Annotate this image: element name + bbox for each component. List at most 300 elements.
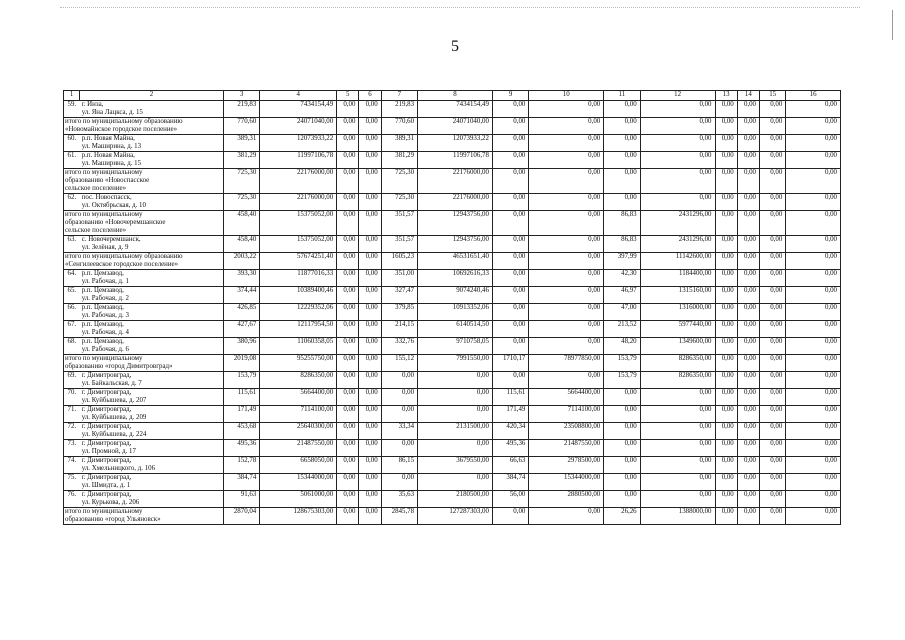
summary-label-line: итого по муниципальному образованию xyxy=(65,118,183,125)
value-cell: 0,00 xyxy=(786,338,841,355)
value-cell: 0,00 xyxy=(640,118,715,135)
value-cell: 0,00 xyxy=(737,338,759,355)
value-cell: 86,83 xyxy=(604,236,640,253)
value-cell: 0,00 xyxy=(715,440,737,457)
row-index: 72. xyxy=(64,423,80,440)
value-cell: 0,00 xyxy=(737,508,759,525)
value-cell: 0,00 xyxy=(640,423,715,440)
value-cell: 0,00 xyxy=(760,194,786,211)
value-cell: 35,63 xyxy=(381,491,417,508)
column-header: 14 xyxy=(737,91,759,101)
value-cell: 86,83 xyxy=(604,211,640,236)
value-cell: 22176000,00 xyxy=(260,169,337,194)
value-cell: 420,34 xyxy=(492,423,528,440)
row-index: 62. xyxy=(64,194,80,211)
value-cell: 7434154,49 xyxy=(260,101,337,118)
column-header: 12 xyxy=(640,91,715,101)
column-header: 10 xyxy=(529,91,604,101)
value-cell: 11877016,33 xyxy=(260,270,337,287)
address-cell xyxy=(80,440,224,457)
address-line: ул. Рабочая, д. 1 xyxy=(81,278,129,285)
address-cell xyxy=(80,135,224,152)
value-cell: 78977850,00 xyxy=(529,355,604,372)
column-header: 11 xyxy=(604,91,640,101)
value-cell: 0,00 xyxy=(492,135,528,152)
value-cell: 0,00 xyxy=(786,304,841,321)
value-cell: 0,00 xyxy=(337,304,359,321)
value-cell: 10389400,46 xyxy=(260,287,337,304)
value-cell: 0,00 xyxy=(737,253,759,270)
value-cell: 0,00 xyxy=(715,135,737,152)
value-cell: 379,85 xyxy=(381,304,417,321)
value-cell: 384,74 xyxy=(223,474,259,491)
address-line: ул. Рабочая, д. 6 xyxy=(81,346,129,353)
value-cell: 427,67 xyxy=(223,321,259,338)
value-cell: 0,00 xyxy=(381,406,417,423)
row-index: 59. xyxy=(64,101,80,118)
address-cell xyxy=(80,236,224,253)
value-cell: 0,00 xyxy=(786,406,841,423)
value-cell: 9710758,05 xyxy=(418,338,493,355)
value-cell: 2003,22 xyxy=(223,253,259,270)
value-cell: 7434154,49 xyxy=(418,101,493,118)
address-line: ул. Зелёная, д. 9 xyxy=(81,244,129,251)
value-cell: 725,30 xyxy=(223,194,259,211)
value-cell: 0,00 xyxy=(715,389,737,406)
value-cell: 0,00 xyxy=(737,321,759,338)
value-cell: 11142600,00 xyxy=(640,253,715,270)
table-row xyxy=(64,135,841,152)
value-cell: 5977440,00 xyxy=(640,321,715,338)
value-cell: 0,00 xyxy=(492,372,528,389)
value-cell: 0,00 xyxy=(786,211,841,236)
summary-label-line: образованию «Новоспасское xyxy=(65,177,150,184)
value-cell: 0,00 xyxy=(760,457,786,474)
value-cell: 56,00 xyxy=(492,491,528,508)
value-cell: 26,26 xyxy=(604,508,640,525)
row-index: 63. xyxy=(64,236,80,253)
value-cell: 0,00 xyxy=(337,491,359,508)
column-header: 9 xyxy=(492,91,528,101)
address-cell xyxy=(80,372,224,389)
column-header: 3 xyxy=(223,91,259,101)
table-row xyxy=(64,389,841,406)
row-index: 73. xyxy=(64,440,80,457)
value-cell: 0,00 xyxy=(737,194,759,211)
value-cell: 0,00 xyxy=(760,287,786,304)
value-cell: 0,00 xyxy=(760,152,786,169)
summary-label-line: итого по муниципальному xyxy=(65,355,143,362)
column-header: 7 xyxy=(381,91,417,101)
summary-label-line: итого по муниципальному образованию xyxy=(65,253,183,260)
summary-label xyxy=(64,118,224,135)
value-cell: 0,00 xyxy=(337,508,359,525)
value-cell: 380,96 xyxy=(223,338,259,355)
value-cell: 0,00 xyxy=(529,253,604,270)
value-cell: 0,00 xyxy=(737,101,759,118)
value-cell: 8286350,00 xyxy=(640,372,715,389)
value-cell: 0,00 xyxy=(715,118,737,135)
summary-label xyxy=(64,169,224,194)
table-row xyxy=(64,194,841,211)
value-cell: 0,00 xyxy=(786,355,841,372)
value-cell: 0,00 xyxy=(786,118,841,135)
value-cell: 213,52 xyxy=(604,321,640,338)
value-cell: 0,00 xyxy=(760,372,786,389)
summary-row xyxy=(64,508,841,525)
table-row xyxy=(64,491,841,508)
value-cell: 0,00 xyxy=(359,211,381,236)
value-cell: 0,00 xyxy=(604,474,640,491)
address-cell xyxy=(80,406,224,423)
value-cell: 11060358,05 xyxy=(260,338,337,355)
address-line: р.п. Цемзавод, xyxy=(81,338,124,345)
value-cell: 0,00 xyxy=(492,169,528,194)
value-cell: 48,20 xyxy=(604,338,640,355)
value-cell: 0,00 xyxy=(359,406,381,423)
value-cell: 0,00 xyxy=(604,423,640,440)
value-cell: 0,00 xyxy=(529,338,604,355)
value-cell: 0,00 xyxy=(715,457,737,474)
value-cell: 25640300,00 xyxy=(260,423,337,440)
value-cell: 0,00 xyxy=(760,474,786,491)
value-cell: 0,00 xyxy=(359,440,381,457)
address-line: г. Инза, xyxy=(81,101,104,108)
value-cell: 0,00 xyxy=(529,169,604,194)
value-cell: 0,00 xyxy=(715,194,737,211)
value-cell: 0,00 xyxy=(359,169,381,194)
value-cell: 1388000,00 xyxy=(640,508,715,525)
value-cell: 495,36 xyxy=(223,440,259,457)
address-cell xyxy=(80,152,224,169)
value-cell: 0,00 xyxy=(359,372,381,389)
table-row xyxy=(64,423,841,440)
value-cell: 0,00 xyxy=(529,211,604,236)
value-cell: 0,00 xyxy=(529,321,604,338)
value-cell: 0,00 xyxy=(492,118,528,135)
address-line: ул. Хмельницкого, д. 106 xyxy=(81,465,156,472)
value-cell: 0,00 xyxy=(760,423,786,440)
address-cell xyxy=(80,474,224,491)
value-cell: 127287303,00 xyxy=(418,508,493,525)
value-cell: 5664400,00 xyxy=(260,389,337,406)
value-cell: 0,00 xyxy=(337,321,359,338)
value-cell: 0,00 xyxy=(640,169,715,194)
value-cell: 770,60 xyxy=(381,118,417,135)
value-cell: 115,61 xyxy=(492,389,528,406)
row-index: 68. xyxy=(64,338,80,355)
value-cell: 24071040,00 xyxy=(260,118,337,135)
value-cell: 0,00 xyxy=(604,194,640,211)
value-cell: 8286350,00 xyxy=(260,372,337,389)
value-cell: 0,00 xyxy=(760,321,786,338)
value-cell: 0,00 xyxy=(337,169,359,194)
page-number: 5 xyxy=(451,38,459,55)
value-cell: 22176000,00 xyxy=(418,169,493,194)
summary-label-line: сельское поселение» xyxy=(65,185,127,192)
value-cell: 115,61 xyxy=(223,389,259,406)
table-row xyxy=(64,440,841,457)
value-cell: 0,00 xyxy=(337,372,359,389)
value-cell: 725,30 xyxy=(223,169,259,194)
value-cell: 0,00 xyxy=(529,304,604,321)
row-index: 67. xyxy=(64,321,80,338)
value-cell: 0,00 xyxy=(640,406,715,423)
value-cell: 12943756,00 xyxy=(418,236,493,253)
value-cell: 0,00 xyxy=(359,389,381,406)
summary-label xyxy=(64,211,224,236)
address-line: ул. Куйбышева, д. 209 xyxy=(81,414,147,421)
address-line: г. Димитровград, xyxy=(81,474,132,481)
value-cell: 0,00 xyxy=(786,389,841,406)
value-cell: 0,00 xyxy=(786,253,841,270)
value-cell: 153,79 xyxy=(604,372,640,389)
column-header: 5 xyxy=(337,91,359,101)
value-cell: 22176000,00 xyxy=(418,194,493,211)
value-cell: 15375052,00 xyxy=(260,236,337,253)
value-cell: 725,30 xyxy=(381,169,417,194)
value-cell: 0,00 xyxy=(359,355,381,372)
value-cell: 0,00 xyxy=(737,270,759,287)
value-cell: 0,00 xyxy=(418,406,493,423)
value-cell: 0,00 xyxy=(737,135,759,152)
value-cell: 0,00 xyxy=(760,508,786,525)
value-cell: 0,00 xyxy=(359,287,381,304)
value-cell: 7114100,00 xyxy=(260,406,337,423)
value-cell: 1349600,00 xyxy=(640,338,715,355)
table-row xyxy=(64,474,841,491)
value-cell: 0,00 xyxy=(715,169,737,194)
summary-row xyxy=(64,169,841,194)
value-cell: 0,00 xyxy=(760,211,786,236)
address-cell xyxy=(80,338,224,355)
address-line: г. Димитровград, xyxy=(81,440,132,447)
value-cell: 0,00 xyxy=(529,135,604,152)
value-cell: 0,00 xyxy=(715,304,737,321)
value-cell: 0,00 xyxy=(737,474,759,491)
value-cell: 0,00 xyxy=(492,101,528,118)
value-cell: 153,79 xyxy=(223,372,259,389)
address-line: с. Новочеремшанск, xyxy=(81,236,141,243)
value-cell: 2131500,00 xyxy=(418,423,493,440)
value-cell: 0,00 xyxy=(337,406,359,423)
value-cell: 0,00 xyxy=(337,194,359,211)
value-cell: 57674251,40 xyxy=(260,253,337,270)
address-line: пос. Новоспасск, xyxy=(81,194,132,201)
value-cell: 0,00 xyxy=(492,236,528,253)
value-cell: 0,00 xyxy=(715,406,737,423)
value-cell: 1710,17 xyxy=(492,355,528,372)
address-line: ул. Октябрьская, д. 10 xyxy=(81,202,146,209)
value-cell: 6658050,00 xyxy=(260,457,337,474)
value-cell: 2431296,00 xyxy=(640,236,715,253)
value-cell: 0,00 xyxy=(492,304,528,321)
value-cell: 0,00 xyxy=(359,474,381,491)
value-cell: 0,00 xyxy=(640,101,715,118)
address-line: р.п. Цемзавод, xyxy=(81,304,124,311)
address-cell xyxy=(80,194,224,211)
value-cell: 0,00 xyxy=(786,101,841,118)
value-cell: 0,00 xyxy=(786,508,841,525)
value-cell: 0,00 xyxy=(418,389,493,406)
value-cell: 0,00 xyxy=(737,152,759,169)
value-cell: 0,00 xyxy=(337,253,359,270)
value-cell: 47,00 xyxy=(604,304,640,321)
value-cell: 0,00 xyxy=(604,457,640,474)
value-cell: 0,00 xyxy=(337,440,359,457)
value-cell: 0,00 xyxy=(492,321,528,338)
value-cell: 0,00 xyxy=(640,440,715,457)
value-cell: 214,15 xyxy=(381,321,417,338)
value-cell: 0,00 xyxy=(492,152,528,169)
summary-label-line: «Новомайнское городское поселение» xyxy=(65,126,178,133)
summary-label-line: образованию «город Димитровград» xyxy=(65,363,173,370)
value-cell: 327,47 xyxy=(381,287,417,304)
value-cell: 1605,23 xyxy=(381,253,417,270)
summary-row xyxy=(64,211,841,236)
value-cell: 0,00 xyxy=(715,423,737,440)
value-cell: 0,00 xyxy=(715,474,737,491)
value-cell: 381,29 xyxy=(223,152,259,169)
value-cell: 0,00 xyxy=(359,338,381,355)
value-cell: 2431296,00 xyxy=(640,211,715,236)
value-cell: 21487550,00 xyxy=(529,440,604,457)
address-line: р.п. Цемзавод, xyxy=(81,270,124,277)
summary-label xyxy=(64,508,224,525)
value-cell: 0,00 xyxy=(760,169,786,194)
table-row xyxy=(64,287,841,304)
value-cell: 0,00 xyxy=(337,270,359,287)
value-cell: 0,00 xyxy=(337,287,359,304)
value-cell: 219,83 xyxy=(223,101,259,118)
row-index: 74. xyxy=(64,457,80,474)
table-row xyxy=(64,457,841,474)
value-cell: 0,00 xyxy=(760,406,786,423)
address-line: г. Димитровград, xyxy=(81,406,132,413)
address-line: ул. Рабочая, д. 3 xyxy=(81,312,129,319)
summary-label-line: итого по муниципальному xyxy=(65,169,143,176)
row-index: 61. xyxy=(64,152,80,169)
value-cell: 12943756,00 xyxy=(418,211,493,236)
value-cell: 351,00 xyxy=(381,270,417,287)
value-cell: 0,00 xyxy=(715,270,737,287)
value-cell: 0,00 xyxy=(786,457,841,474)
address-line: ул. Курькова, д. 206 xyxy=(81,499,140,506)
table-row xyxy=(64,338,841,355)
value-cell: 10913352,06 xyxy=(418,304,493,321)
value-cell: 0,00 xyxy=(604,491,640,508)
value-cell: 42,30 xyxy=(604,270,640,287)
value-cell: 0,00 xyxy=(715,491,737,508)
value-cell: 0,00 xyxy=(786,321,841,338)
value-cell: 0,00 xyxy=(337,423,359,440)
value-cell: 0,00 xyxy=(359,491,381,508)
value-cell: 2870,04 xyxy=(223,508,259,525)
value-cell: 0,00 xyxy=(492,194,528,211)
value-cell: 0,00 xyxy=(737,457,759,474)
value-cell: 0,00 xyxy=(760,270,786,287)
column-header: 16 xyxy=(786,91,841,101)
value-cell: 0,00 xyxy=(529,101,604,118)
value-cell: 0,00 xyxy=(381,389,417,406)
value-cell: 0,00 xyxy=(492,253,528,270)
value-cell: 458,40 xyxy=(223,236,259,253)
value-cell: 0,00 xyxy=(786,287,841,304)
address-line: р.п. Цемзавод, xyxy=(81,287,124,294)
row-index: 65. xyxy=(64,287,80,304)
value-cell: 0,00 xyxy=(381,440,417,457)
row-index: 75. xyxy=(64,474,80,491)
value-cell: 0,00 xyxy=(359,508,381,525)
value-cell: 0,00 xyxy=(492,287,528,304)
value-cell: 0,00 xyxy=(529,270,604,287)
value-cell: 0,00 xyxy=(529,194,604,211)
value-cell: 332,76 xyxy=(381,338,417,355)
row-index: 69. xyxy=(64,372,80,389)
value-cell: 0,00 xyxy=(418,440,493,457)
value-cell: 0,00 xyxy=(715,253,737,270)
value-cell: 0,00 xyxy=(737,169,759,194)
value-cell: 0,00 xyxy=(715,211,737,236)
value-cell: 46531651,40 xyxy=(418,253,493,270)
address-line: ул. Байкальская, д. 7 xyxy=(81,380,142,387)
value-cell: 219,83 xyxy=(381,101,417,118)
value-cell: 0,00 xyxy=(786,236,841,253)
value-cell: 0,00 xyxy=(604,169,640,194)
value-cell: 1184400,00 xyxy=(640,270,715,287)
value-cell: 0,00 xyxy=(737,406,759,423)
summary-label-line: сельское поселение» xyxy=(65,227,127,234)
value-cell: 725,30 xyxy=(381,194,417,211)
value-cell: 0,00 xyxy=(715,338,737,355)
value-cell: 0,00 xyxy=(786,440,841,457)
value-cell: 0,00 xyxy=(604,389,640,406)
value-cell: 11997106,78 xyxy=(260,152,337,169)
address-line: ул. Промной, д. 17 xyxy=(81,448,136,455)
row-index: 60. xyxy=(64,135,80,152)
value-cell: 0,00 xyxy=(786,372,841,389)
column-header: 6 xyxy=(359,91,381,101)
value-cell: 46,97 xyxy=(604,287,640,304)
value-cell: 0,00 xyxy=(760,101,786,118)
value-cell: 0,00 xyxy=(337,101,359,118)
address-line: ул. Куйбышева, д. 224 xyxy=(81,431,147,438)
value-cell: 770,60 xyxy=(223,118,259,135)
value-cell: 0,00 xyxy=(786,423,841,440)
value-cell: 12073933,22 xyxy=(260,135,337,152)
value-cell: 397,99 xyxy=(604,253,640,270)
value-cell: 0,00 xyxy=(737,440,759,457)
column-header: 8 xyxy=(418,91,493,101)
value-cell: 351,57 xyxy=(381,211,417,236)
value-cell: 15344000,00 xyxy=(529,474,604,491)
value-cell: 0,00 xyxy=(760,440,786,457)
value-cell: 0,00 xyxy=(715,372,737,389)
value-cell: 171,49 xyxy=(223,406,259,423)
value-cell: 384,74 xyxy=(492,474,528,491)
summary-label-line: итого по муниципальному xyxy=(65,508,143,515)
value-cell: 95255750,00 xyxy=(260,355,337,372)
value-cell: 0,00 xyxy=(604,440,640,457)
value-cell: 0,00 xyxy=(604,118,640,135)
value-cell: 2978500,00 xyxy=(529,457,604,474)
value-cell: 171,49 xyxy=(492,406,528,423)
table-row xyxy=(64,406,841,423)
value-cell: 0,00 xyxy=(337,152,359,169)
value-cell: 24071040,00 xyxy=(418,118,493,135)
value-cell: 0,00 xyxy=(337,389,359,406)
value-cell: 0,00 xyxy=(786,169,841,194)
